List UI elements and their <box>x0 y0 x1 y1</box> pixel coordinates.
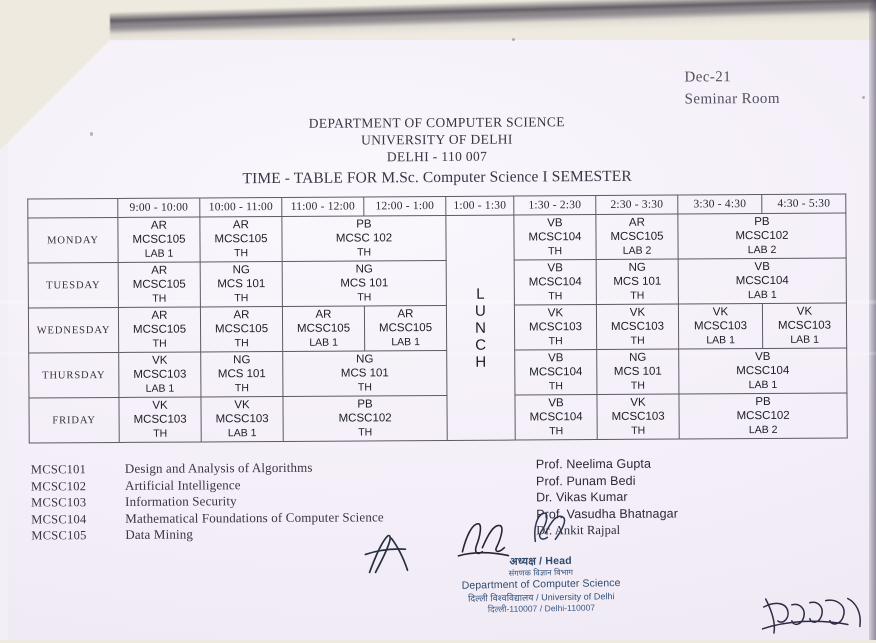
slot-room: LAB 2 <box>747 243 777 257</box>
class-slot <box>201 351 283 397</box>
slot-room: LAB 1 <box>144 247 174 260</box>
slot-teacher: VK <box>712 306 729 319</box>
class-slot <box>200 261 282 307</box>
class-slot <box>119 397 201 443</box>
slot-course: MCSC104 <box>736 364 790 378</box>
slot-teacher: AR <box>628 216 645 229</box>
header-slot-lunch: 1:00 - 1:30 <box>446 196 514 215</box>
slot-room: LAB 1 <box>309 336 338 349</box>
class-slot <box>679 393 847 439</box>
slot-course: MCSC105 <box>296 322 351 335</box>
day-label: MONDAY <box>28 217 118 263</box>
lunch-letter: H <box>475 353 487 371</box>
faculty-name: Prof. Punam Bedi <box>535 473 636 488</box>
slot-course: MCSC105 <box>610 230 664 243</box>
slot-teacher: VK <box>152 354 168 367</box>
slot-room: TH <box>548 245 563 258</box>
lunch-letter: L <box>476 285 485 303</box>
class-slot <box>515 350 597 396</box>
class-slot <box>283 395 447 441</box>
slot-room: LAB 1 <box>748 288 777 302</box>
slot-course: MCSC103 <box>777 319 832 332</box>
slot-teacher: VB <box>548 397 564 410</box>
slot-room: TH <box>357 381 372 394</box>
slot-course: MCSC104 <box>528 276 582 289</box>
legend-title: Mathematical Foundations of Computer Science <box>125 508 384 526</box>
slot-teacher: PB <box>356 218 372 231</box>
lunch-letter: U <box>474 302 486 320</box>
slot-teacher: VK <box>630 396 646 409</box>
slot-course: MCSC105 <box>132 323 187 336</box>
stamp-dept-hindi: संगणक विज्ञान विभाग <box>508 567 574 578</box>
legend-title: Design and Analysis of Algorithms <box>124 459 313 476</box>
slot-course: MCSC104 <box>528 231 582 244</box>
slot-teacher: AR <box>151 264 168 277</box>
faculty-name: Prof. Neelima Gupta <box>535 456 652 472</box>
timetable <box>27 194 847 444</box>
slot-course: MCS 101 <box>613 365 662 378</box>
day-label: FRIDAY <box>29 397 119 443</box>
header-slot: 2:30 - 3:30 <box>596 195 678 215</box>
class-slot <box>119 352 201 398</box>
class-slot <box>200 306 282 352</box>
signature-ink-date <box>762 592 867 637</box>
slot-teacher: NG <box>233 354 251 367</box>
class-slot <box>597 349 679 395</box>
slot-course: MCSC105 <box>214 233 268 246</box>
class-slot <box>282 215 446 261</box>
legend-code: MCSC104 <box>31 511 87 526</box>
slot-course: MCSC102 <box>735 229 789 243</box>
slot-teacher: NG <box>356 353 374 366</box>
slot-course: MCSC104 <box>529 366 583 379</box>
faculty-name: Dr. Ankit Rajpal <box>536 523 621 538</box>
class-slot <box>283 350 447 396</box>
legend-title: Artificial Intelligence <box>124 476 241 493</box>
class-slot <box>118 307 200 353</box>
header-slot: 3:30 - 4:30 <box>678 195 762 215</box>
heading-university: UNIVERSITY OF DELHI <box>361 131 513 148</box>
slot-room: LAB 2 <box>748 423 778 437</box>
slot-teacher: AR <box>150 219 167 232</box>
slot-room: LAB 1 <box>391 336 420 349</box>
slot-course: MCS 101 <box>613 275 662 288</box>
heading-department: DEPARTMENT OF COMPUTER SCIENCE <box>308 114 565 131</box>
class-slot <box>200 216 282 262</box>
header-slot: 1:30 - 2:30 <box>514 196 596 216</box>
department-stamp <box>433 554 649 616</box>
lunch-letter: N <box>475 319 487 337</box>
slot-course: MCSC104 <box>735 274 789 288</box>
slot-teacher: VK <box>234 399 250 412</box>
timetable-row <box>28 258 846 308</box>
slot-room: LAB 1 <box>145 382 175 395</box>
slot-room: TH <box>630 289 645 302</box>
slot-teacher: AR <box>232 219 249 232</box>
class-slot <box>201 396 283 442</box>
slot-course: MCSC103 <box>693 320 748 333</box>
slot-course: MCSC103 <box>528 321 583 334</box>
slot-course: MCSC102 <box>338 412 392 425</box>
header-slot: 4:30 - 5:30 <box>762 194 846 214</box>
legend-code: MCSC105 <box>31 528 87 543</box>
class-slot <box>762 303 846 349</box>
slot-teacher: VB <box>754 260 770 274</box>
class-slot <box>282 306 364 352</box>
slot-room: TH <box>548 290 563 303</box>
legend-row <box>31 509 384 528</box>
slot-teacher: NG <box>629 351 647 364</box>
class-slot <box>678 258 846 304</box>
slot-teacher: VK <box>796 305 813 318</box>
class-slot <box>597 394 679 440</box>
slot-teacher: VK <box>152 399 168 412</box>
timetable-row <box>28 213 846 263</box>
slot-teacher: NG <box>628 261 646 274</box>
slot-teacher: VB <box>548 352 564 365</box>
class-slot <box>514 260 596 306</box>
slot-room: TH <box>152 337 167 350</box>
class-slot <box>679 348 847 394</box>
timetable-row <box>28 303 846 353</box>
class-slot <box>118 217 200 263</box>
slot-room: LAB 1 <box>227 427 257 440</box>
document-heading <box>0 111 875 191</box>
slot-teacher: VK <box>629 306 646 319</box>
slot-room: TH <box>631 424 646 437</box>
slot-room: TH <box>357 246 372 259</box>
timetable-row <box>29 348 847 398</box>
slot-course: MCS 101 <box>340 367 389 380</box>
slot-room: LAB 2 <box>622 244 652 257</box>
class-slot <box>514 305 596 351</box>
slot-room: TH <box>630 334 645 347</box>
legend-title: Information Security <box>125 493 237 509</box>
header-slot: 11:00 - 12:00 <box>282 197 364 217</box>
day-label: TUESDAY <box>28 262 118 308</box>
slot-teacher: AR <box>151 309 168 322</box>
header-slot: 10:00 - 11:00 <box>200 197 282 217</box>
slot-course: MCSC102 <box>736 409 790 423</box>
legend-code: MCSC103 <box>31 495 87 510</box>
slot-room: TH <box>234 382 249 395</box>
slot-room: TH <box>549 425 564 438</box>
heading-city: DELHI - 110 007 <box>386 148 488 165</box>
slot-teacher: AR <box>233 309 250 322</box>
slot-teacher: AR <box>397 308 414 321</box>
slot-room: TH <box>152 292 167 305</box>
lunch-cell <box>446 215 515 440</box>
slot-course: MCSC103 <box>133 368 187 381</box>
slot-room: TH <box>357 291 372 304</box>
faculty-list <box>536 456 678 540</box>
note-line-room: Seminar Room <box>684 90 780 108</box>
slot-teacher: NG <box>355 263 373 276</box>
class-slot <box>678 304 762 350</box>
class-slot <box>678 213 846 259</box>
slot-course: MCSC105 <box>132 278 186 291</box>
faculty-name: Dr. Vikas Kumar <box>536 490 628 505</box>
room-note <box>684 66 779 111</box>
heading-title: TIME - TABLE FOR M.Sc. Computer Science I SEMESTER <box>242 167 632 188</box>
slot-course: MCSC104 <box>529 411 583 424</box>
timetable-row <box>29 393 847 443</box>
stamp-dept-english: Department of Computer Science <box>461 577 621 592</box>
class-slot <box>596 214 678 260</box>
slot-course: MCSC 102 <box>335 232 393 245</box>
slot-course: MCS 101 <box>217 278 266 291</box>
slot-course: MCSC103 <box>611 410 665 423</box>
class-slot <box>515 395 597 441</box>
class-slot <box>364 305 446 351</box>
slot-course: MCS 101 <box>340 277 389 290</box>
legend-row <box>31 525 384 544</box>
slot-teacher: NG <box>232 264 250 277</box>
slot-teacher: AR <box>315 308 332 321</box>
stamp-pincode: दिल्ली-110007 / Delhi-110007 <box>487 601 596 614</box>
legend-title: Data Mining <box>125 526 194 542</box>
slot-course: MCSC105 <box>214 323 269 336</box>
slot-room: LAB 1 <box>790 333 819 346</box>
slot-teacher: PB <box>357 398 373 411</box>
class-slot <box>514 215 596 261</box>
stamp-university: दिल्ली विश्वविद्यालय / University of Delhi <box>467 590 615 604</box>
slot-teacher: PB <box>755 395 771 409</box>
slot-room: LAB 1 <box>748 378 778 392</box>
class-slot <box>596 304 678 350</box>
slot-course: MCS 101 <box>217 368 266 381</box>
slot-teacher: VB <box>547 217 563 230</box>
legend-code: MCSC101 <box>30 462 87 477</box>
header-corner <box>28 198 118 218</box>
slot-teacher: VB <box>547 262 563 275</box>
slot-teacher: PB <box>754 215 770 229</box>
slot-room: TH <box>234 292 249 305</box>
slot-course: MCSC105 <box>132 233 186 246</box>
slot-course: MCSC103 <box>215 413 269 426</box>
stamp-head-line: अध्यक्ष / Head <box>509 554 572 568</box>
class-slot <box>118 262 200 308</box>
slot-room: TH <box>630 379 645 392</box>
slot-course: MCSC103 <box>610 320 665 333</box>
faculty-name: Prof. Vasudha Bhatnagar <box>536 506 678 522</box>
slot-room: TH <box>153 427 168 440</box>
header-slot: 9:00 - 10:00 <box>118 198 200 218</box>
class-slot <box>282 260 446 306</box>
lunch-letter: C <box>475 336 487 354</box>
legend-code: MCSC102 <box>30 478 87 493</box>
slot-teacher: VB <box>755 350 771 364</box>
header-slot: 12:00 - 1:00 <box>364 196 446 216</box>
class-slot <box>596 259 678 305</box>
note-line-date: Dec-21 <box>684 69 732 86</box>
slot-teacher: VK <box>547 307 564 320</box>
course-legend <box>31 459 384 544</box>
slot-course: MCSC103 <box>133 413 187 426</box>
slot-room: TH <box>548 335 563 348</box>
day-label: WEDNESDAY <box>28 307 118 353</box>
slot-room: TH <box>234 337 249 350</box>
slot-course: MCSC105 <box>378 322 433 335</box>
slot-room: LAB 1 <box>706 334 735 347</box>
day-label: THURSDAY <box>29 352 119 398</box>
slot-room: TH <box>358 426 373 439</box>
slot-room: TH <box>234 247 249 260</box>
slot-room: TH <box>548 380 563 393</box>
